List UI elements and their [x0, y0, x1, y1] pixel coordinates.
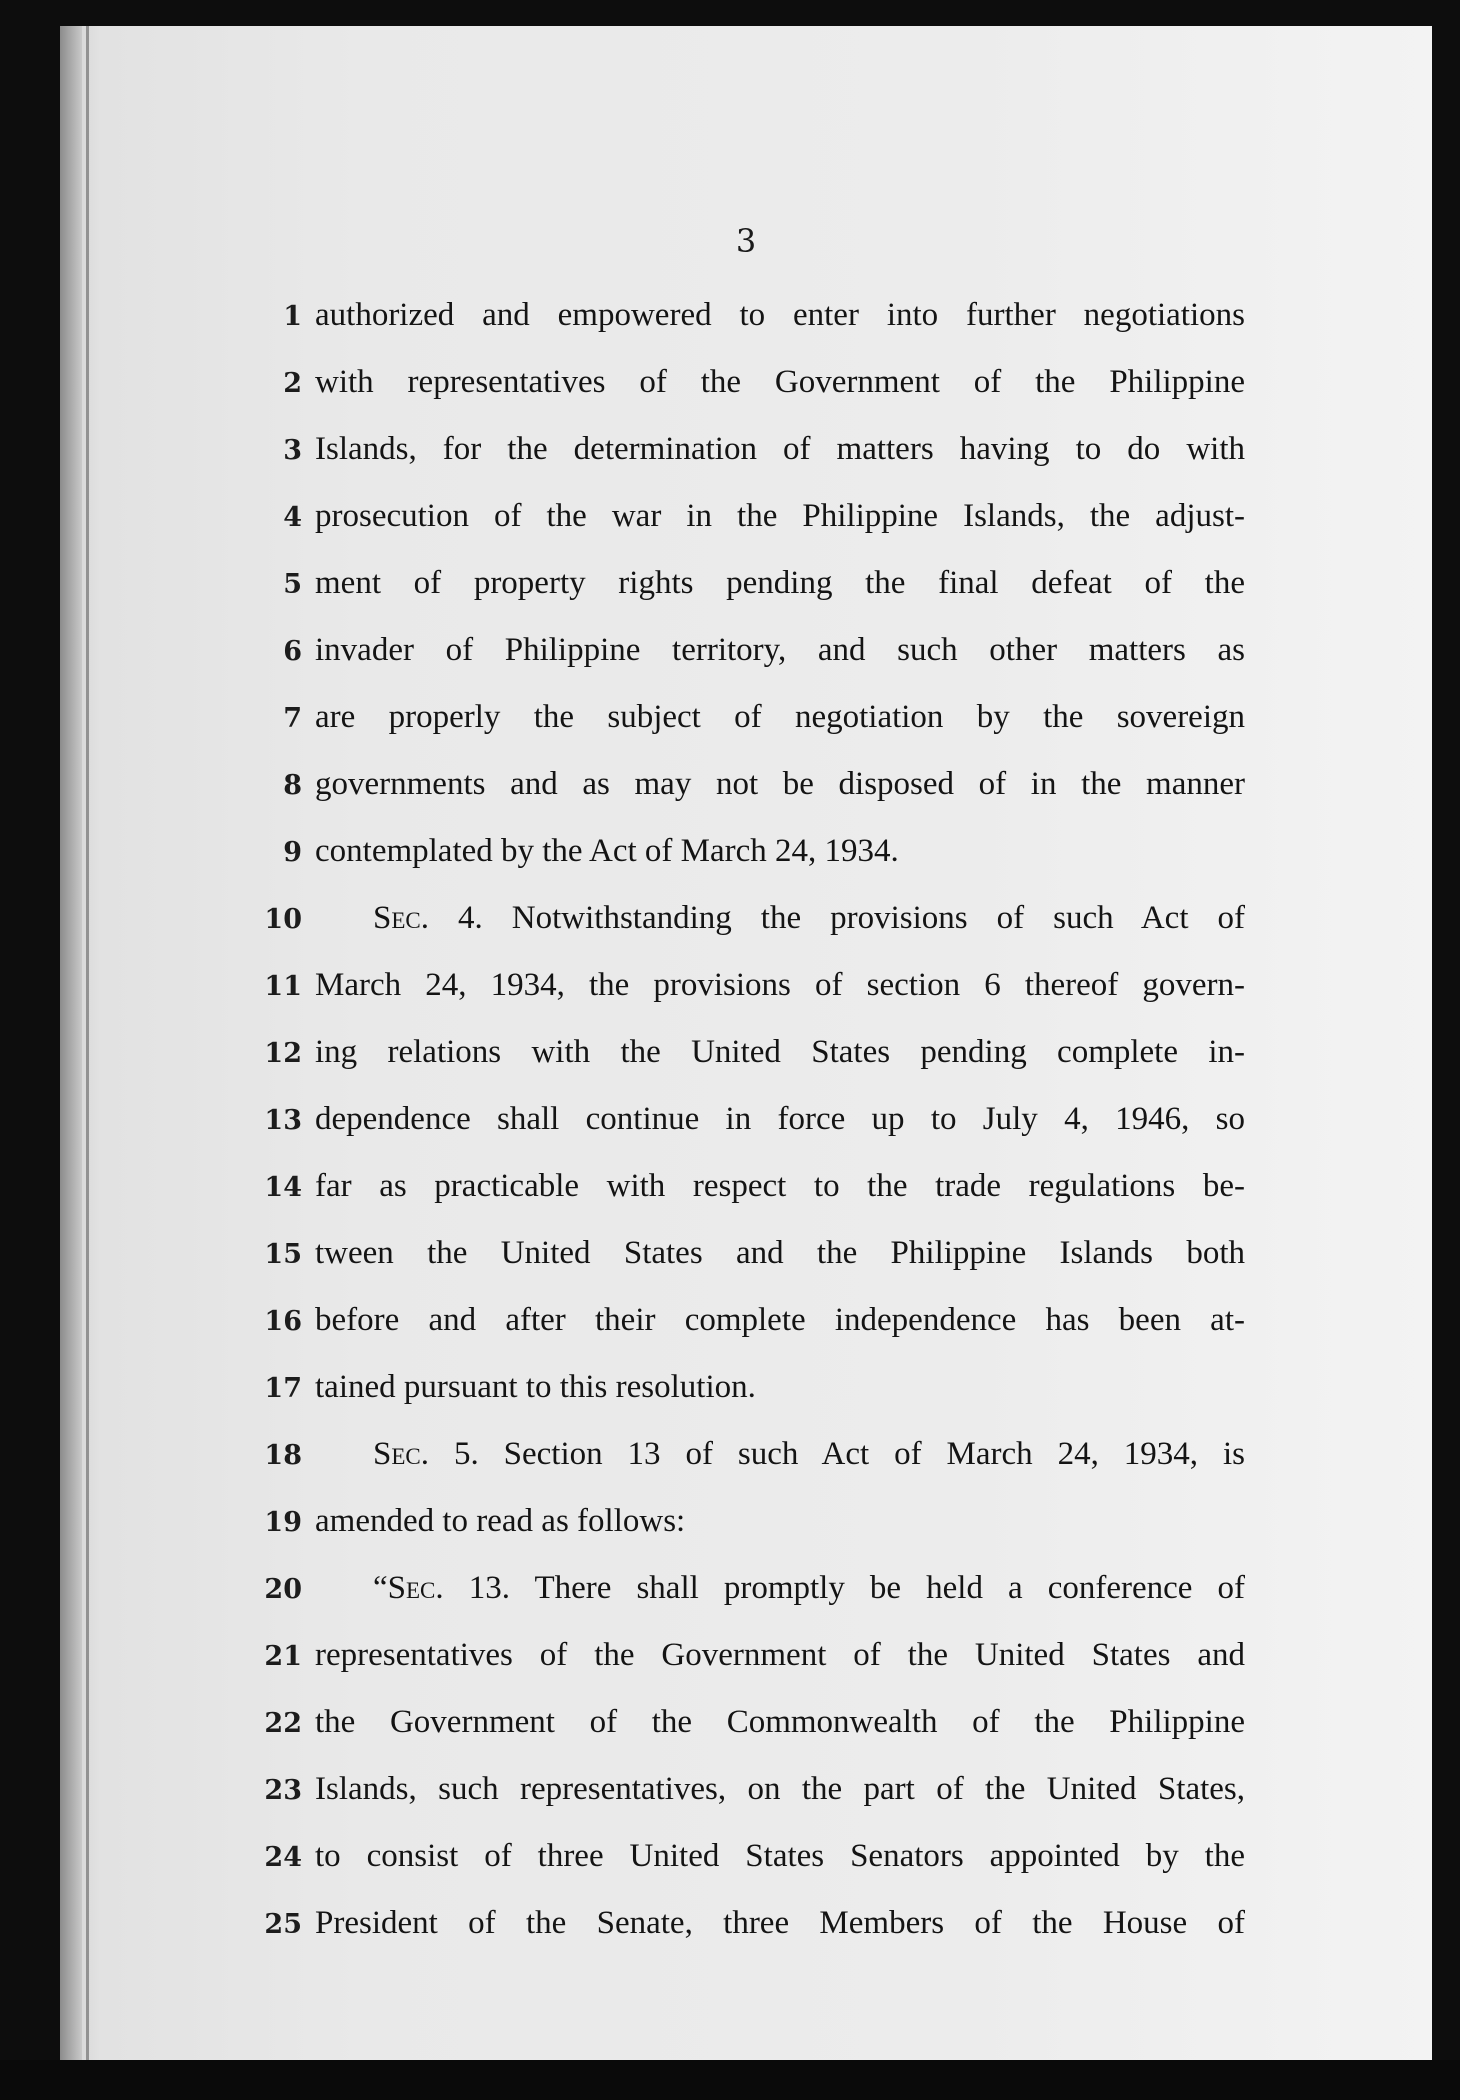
line-text [315, 967, 1245, 1004]
line-text [315, 1168, 1245, 1205]
line-text [315, 632, 1245, 669]
text-line [60, 1095, 1432, 1161]
line-text [315, 1503, 1245, 1540]
line-content: contemplated by the Act of March 24, 1934. [315, 833, 899, 869]
text-line [60, 425, 1432, 491]
text-line [60, 827, 1432, 893]
text-line [60, 559, 1432, 625]
line-content: with representatives of the Government of the Philippine [315, 364, 1245, 400]
line-number: 14 [264, 1172, 302, 1203]
line-text [315, 1704, 1245, 1741]
line-content: representatives of the Government of the United States and [315, 1637, 1245, 1673]
line-number: 5 [283, 569, 302, 600]
line-number: 19 [264, 1507, 302, 1538]
line-content: 4. Notwithstanding the provisions of such Act of [429, 900, 1245, 936]
line-text [315, 1101, 1245, 1138]
line-content: dependence shall continue in force up to July 4, 1946, so [315, 1101, 1245, 1137]
text-line [60, 1899, 1432, 1965]
text-line [60, 1028, 1432, 1094]
line-text [315, 565, 1245, 602]
line-content: authorized and empowered to enter into further negotiations [315, 297, 1245, 333]
scan-bottom-border [0, 2060, 1460, 2100]
line-number: 15 [264, 1239, 302, 1270]
line-text [315, 364, 1245, 401]
line-number: 20 [264, 1574, 302, 1605]
section-label: Sec. [373, 1436, 429, 1472]
line-number: 13 [264, 1105, 302, 1136]
line-number: 9 [283, 837, 302, 868]
line-number: 18 [264, 1440, 302, 1471]
line-number: 1 [283, 301, 302, 332]
line-number: 21 [264, 1641, 302, 1672]
line-content: amended to read as follows: [315, 1503, 686, 1539]
line-text [315, 1302, 1245, 1339]
line-number: 8 [283, 770, 302, 801]
text-line [60, 1832, 1432, 1898]
line-number: 6 [283, 636, 302, 667]
line-content: tween the United States and the Philippine Islands both [315, 1235, 1245, 1271]
line-text [315, 1436, 1245, 1473]
line-number: 7 [283, 703, 302, 734]
text-line [60, 1296, 1432, 1362]
line-text [315, 1637, 1245, 1674]
section-label: Sec. [387, 1570, 444, 1606]
line-text [315, 1235, 1245, 1272]
line-number: 23 [264, 1775, 302, 1806]
line-content: far as practicable with respect to the trade regulations be- [315, 1168, 1245, 1204]
text-line [60, 693, 1432, 759]
text-line [60, 1765, 1432, 1831]
line-content: Islands, such representatives, on the part of the United States, [315, 1771, 1245, 1807]
text-line [60, 1564, 1432, 1630]
line-content: are properly the subject of negotiation by the sovereign [315, 699, 1245, 735]
line-text [315, 1905, 1245, 1942]
document-page [60, 26, 1432, 2060]
text-line [60, 894, 1432, 960]
line-number: 3 [283, 435, 302, 466]
line-content: President of the Senate, three Members of the House of [315, 1905, 1245, 1941]
line-number: 16 [264, 1306, 302, 1337]
line-number: 10 [264, 904, 302, 935]
text-line [60, 760, 1432, 826]
line-content: invader of Philippine territory, and such other matters as [315, 632, 1245, 668]
section-label: Sec. [373, 900, 429, 936]
line-content: prosecution of the war in the Philippine Islands, the adjust- [315, 498, 1245, 534]
line-content: March 24, 1934, the provisions of section 6 thereof govern- [315, 967, 1245, 1003]
line-text [315, 1034, 1245, 1071]
line-text [315, 297, 1245, 334]
line-number: 24 [264, 1842, 302, 1873]
line-text [315, 498, 1245, 535]
text-line [60, 358, 1432, 424]
page-number: 3 [735, 222, 757, 260]
text-line [60, 1698, 1432, 1764]
line-text [315, 1570, 1245, 1607]
text-line [60, 1363, 1432, 1429]
text-line [60, 961, 1432, 1027]
line-text [315, 900, 1245, 937]
line-content: 13. There shall promptly be held a conference of [443, 1570, 1245, 1606]
line-text [315, 1838, 1245, 1875]
line-text [315, 1771, 1245, 1808]
text-line [60, 492, 1432, 558]
line-text [315, 431, 1245, 468]
line-text [315, 766, 1245, 803]
text-line [60, 1631, 1432, 1697]
text-line [60, 1229, 1432, 1295]
line-number: 12 [264, 1038, 302, 1069]
line-text [315, 1369, 1245, 1406]
line-content: the Government of the Commonwealth of the Philippine [315, 1704, 1245, 1740]
text-line [60, 1497, 1432, 1563]
text-line [60, 1162, 1432, 1228]
line-content: 5. Section 13 of such Act of March 24, 1934, is [429, 1436, 1245, 1472]
line-number: 11 [264, 971, 302, 1002]
line-number: 17 [264, 1373, 302, 1404]
line-content: ing relations with the United States pending complete in- [315, 1034, 1245, 1070]
open-quote: “ [373, 1570, 388, 1606]
line-content: before and after their complete independence has been at- [315, 1302, 1245, 1338]
line-content: Islands, for the determination of matters having to do with [315, 431, 1245, 467]
line-text [315, 833, 1245, 870]
text-line [60, 291, 1432, 357]
line-number: 2 [283, 368, 302, 399]
line-text [315, 699, 1245, 736]
line-content: governments and as may not be disposed of in the manner [315, 766, 1245, 802]
line-number: 22 [264, 1708, 302, 1739]
line-content: tained pursuant to this resolution. [315, 1369, 756, 1405]
line-content: to consist of three United States Senators appointed by the [315, 1838, 1245, 1874]
text-line [60, 626, 1432, 692]
line-number: 4 [283, 502, 302, 533]
line-content: ment of property rights pending the final defeat of the [315, 565, 1245, 601]
text-line [60, 1430, 1432, 1496]
line-number: 25 [264, 1909, 302, 1940]
